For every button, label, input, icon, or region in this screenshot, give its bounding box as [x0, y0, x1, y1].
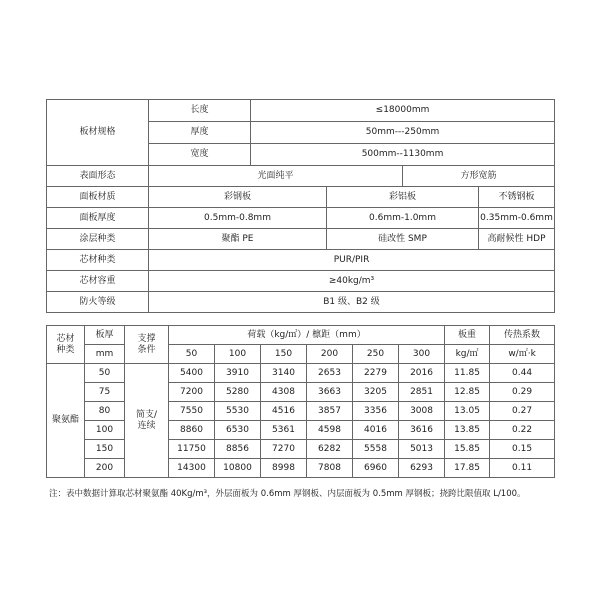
- load-value-cell: 6282: [307, 440, 353, 459]
- load-value-cell: 4516: [261, 402, 307, 421]
- load-value-cell: 3910: [215, 364, 261, 383]
- table-row: [47, 459, 555, 478]
- load-value-cell: 5361: [261, 421, 307, 440]
- thickness-cell: 75: [85, 383, 125, 402]
- load-value-cell: 7200: [169, 383, 215, 402]
- load-value-cell: 8998: [261, 459, 307, 478]
- material-value-1: 彩铝板: [327, 187, 479, 208]
- load-value-cell: 5013: [399, 440, 445, 459]
- load-table: [46, 325, 555, 504]
- spec-row-core-type: [47, 250, 555, 271]
- load-value-cell: 2653: [307, 364, 353, 383]
- material-value-0: 彩钢板: [149, 187, 327, 208]
- load-value-cell: 7808: [307, 459, 353, 478]
- table-row: [47, 440, 555, 459]
- thickness-cell: 80: [85, 402, 125, 421]
- fire-label: 防火等级: [47, 292, 149, 313]
- spec-table: [46, 99, 555, 313]
- header-span: 200: [307, 345, 353, 364]
- panel-thickness-value-2: 0.35mm-0.6mm: [479, 208, 555, 229]
- thickness-cell: 150: [85, 440, 125, 459]
- header-support: 支撑 条件: [125, 326, 169, 364]
- panel-thickness-label: 面板厚度: [47, 208, 149, 229]
- heat-cell: 0.11: [490, 459, 555, 478]
- coating-label: 涂层种类: [47, 229, 149, 250]
- coating-value-0: 聚酯 PE: [149, 229, 327, 250]
- spec-row-surface: [47, 166, 555, 187]
- load-value-cell: 2851: [399, 383, 445, 402]
- load-value-cell: 5558: [353, 440, 399, 459]
- load-value-cell: 4016: [353, 421, 399, 440]
- spec-row-material: [47, 187, 555, 208]
- header-thickness: 板厚: [85, 326, 125, 345]
- load-value-cell: 2016: [399, 364, 445, 383]
- load-value-cell: 3663: [307, 383, 353, 402]
- header-span: 100: [215, 345, 261, 364]
- load-value-cell: 5280: [215, 383, 261, 402]
- load-value-cell: 7270: [261, 440, 307, 459]
- support-cell: 简支/ 连续: [125, 364, 169, 478]
- table-row: [47, 383, 555, 402]
- fire-value: B1 级、B2 级: [149, 292, 555, 313]
- weight-cell: 13.85: [445, 421, 490, 440]
- spec-row-fire: [47, 292, 555, 313]
- thickness-cell: 200: [85, 459, 125, 478]
- heat-cell: 0.44: [490, 364, 555, 383]
- load-value-cell: 8856: [215, 440, 261, 459]
- core-density-label: 芯材容重: [47, 271, 149, 292]
- panel-thickness-value-0: 0.5mm-0.8mm: [149, 208, 327, 229]
- load-value-cell: 6960: [353, 459, 399, 478]
- header-span: 50: [169, 345, 215, 364]
- table-row: [47, 364, 555, 383]
- weight-cell: 12.85: [445, 383, 490, 402]
- load-header-row-1: [47, 326, 555, 345]
- load-value-cell: 11750: [169, 440, 215, 459]
- core-type-label: 芯材种类: [47, 250, 149, 271]
- spec-row-coating: [47, 229, 555, 250]
- coating-value-1: 硅改性 SMP: [327, 229, 479, 250]
- surface-value-0: 光面纯平: [149, 166, 403, 187]
- load-value-cell: 8860: [169, 421, 215, 440]
- board-spec-label: 板材规格: [47, 100, 149, 166]
- panel-thickness-value-1: 0.6mm-1.0mm: [327, 208, 479, 229]
- load-value-cell: 3857: [307, 402, 353, 421]
- surface-label: 表面形态: [47, 166, 149, 187]
- heat-cell: 0.27: [490, 402, 555, 421]
- spec-row-core-density: [47, 271, 555, 292]
- load-value-cell: 2279: [353, 364, 399, 383]
- weight-cell: 11.85: [445, 364, 490, 383]
- load-value-cell: 4598: [307, 421, 353, 440]
- width-value: 500mm--1130mm: [251, 144, 555, 166]
- surface-value-1: 方形宽筋: [403, 166, 555, 187]
- spec-row-panel-thickness: [47, 208, 555, 229]
- load-value-cell: 5400: [169, 364, 215, 383]
- header-span: 150: [261, 345, 307, 364]
- spec-row-length: [47, 100, 555, 122]
- length-label: 长度: [149, 100, 251, 122]
- core-type-value: PUR/PIR: [149, 250, 555, 271]
- heat-cell: 0.15: [490, 440, 555, 459]
- load-value-cell: 3008: [399, 402, 445, 421]
- header-thickness-unit: mm: [85, 345, 125, 364]
- material-value-2: 不锈钢板: [479, 187, 555, 208]
- load-value-cell: 3356: [353, 402, 399, 421]
- weight-cell: 13.05: [445, 402, 490, 421]
- load-value-cell: 3616: [399, 421, 445, 440]
- header-weight: 板重: [445, 326, 490, 345]
- weight-cell: 15.85: [445, 440, 490, 459]
- thickness-cell: 100: [85, 421, 125, 440]
- table-row: [47, 421, 555, 440]
- table-row: [47, 402, 555, 421]
- load-value-cell: 3205: [353, 383, 399, 402]
- load-value-cell: 3140: [261, 364, 307, 383]
- header-weight-unit: kg/㎡: [445, 345, 490, 364]
- heat-cell: 0.29: [490, 383, 555, 402]
- header-heat: 传热系数: [490, 326, 555, 345]
- load-value-cell: 5530: [215, 402, 261, 421]
- weight-cell: 17.85: [445, 459, 490, 478]
- core-name-cell: 聚氨酯: [47, 364, 85, 478]
- header-span: 250: [353, 345, 399, 364]
- header-load: 荷载（kg/㎡）/ 檩距（mm）: [169, 326, 445, 345]
- thickness-value: 50mm---250mm: [251, 122, 555, 144]
- width-label: 宽度: [149, 144, 251, 166]
- load-value-cell: 4308: [261, 383, 307, 402]
- header-core: 芯材 种类: [47, 326, 85, 364]
- length-value: ≤18000mm: [251, 100, 555, 122]
- thickness-label: 厚度: [149, 122, 251, 144]
- material-label: 面板材质: [47, 187, 149, 208]
- load-value-cell: 6293: [399, 459, 445, 478]
- header-span: 300: [399, 345, 445, 364]
- core-density-value: ≥40kg/m³: [149, 271, 555, 292]
- header-heat-unit: w/㎡·k: [490, 345, 555, 364]
- load-value-cell: 7550: [169, 402, 215, 421]
- load-value-cell: 14300: [169, 459, 215, 478]
- load-value-cell: 6530: [215, 421, 261, 440]
- load-value-cell: 10800: [215, 459, 261, 478]
- heat-cell: 0.22: [490, 421, 555, 440]
- thickness-cell: 50: [85, 364, 125, 383]
- table-note: 注：表中数据计算取芯材聚氨酯 40Kg/m³，外层面板为 0.6mm 厚钢板、内层面板为 0.5mm 厚钢板；挠跨比限值取 L/100。: [49, 489, 526, 499]
- load-header-row-2: [47, 345, 555, 364]
- coating-value-2: 高耐候性 HDP: [479, 229, 555, 250]
